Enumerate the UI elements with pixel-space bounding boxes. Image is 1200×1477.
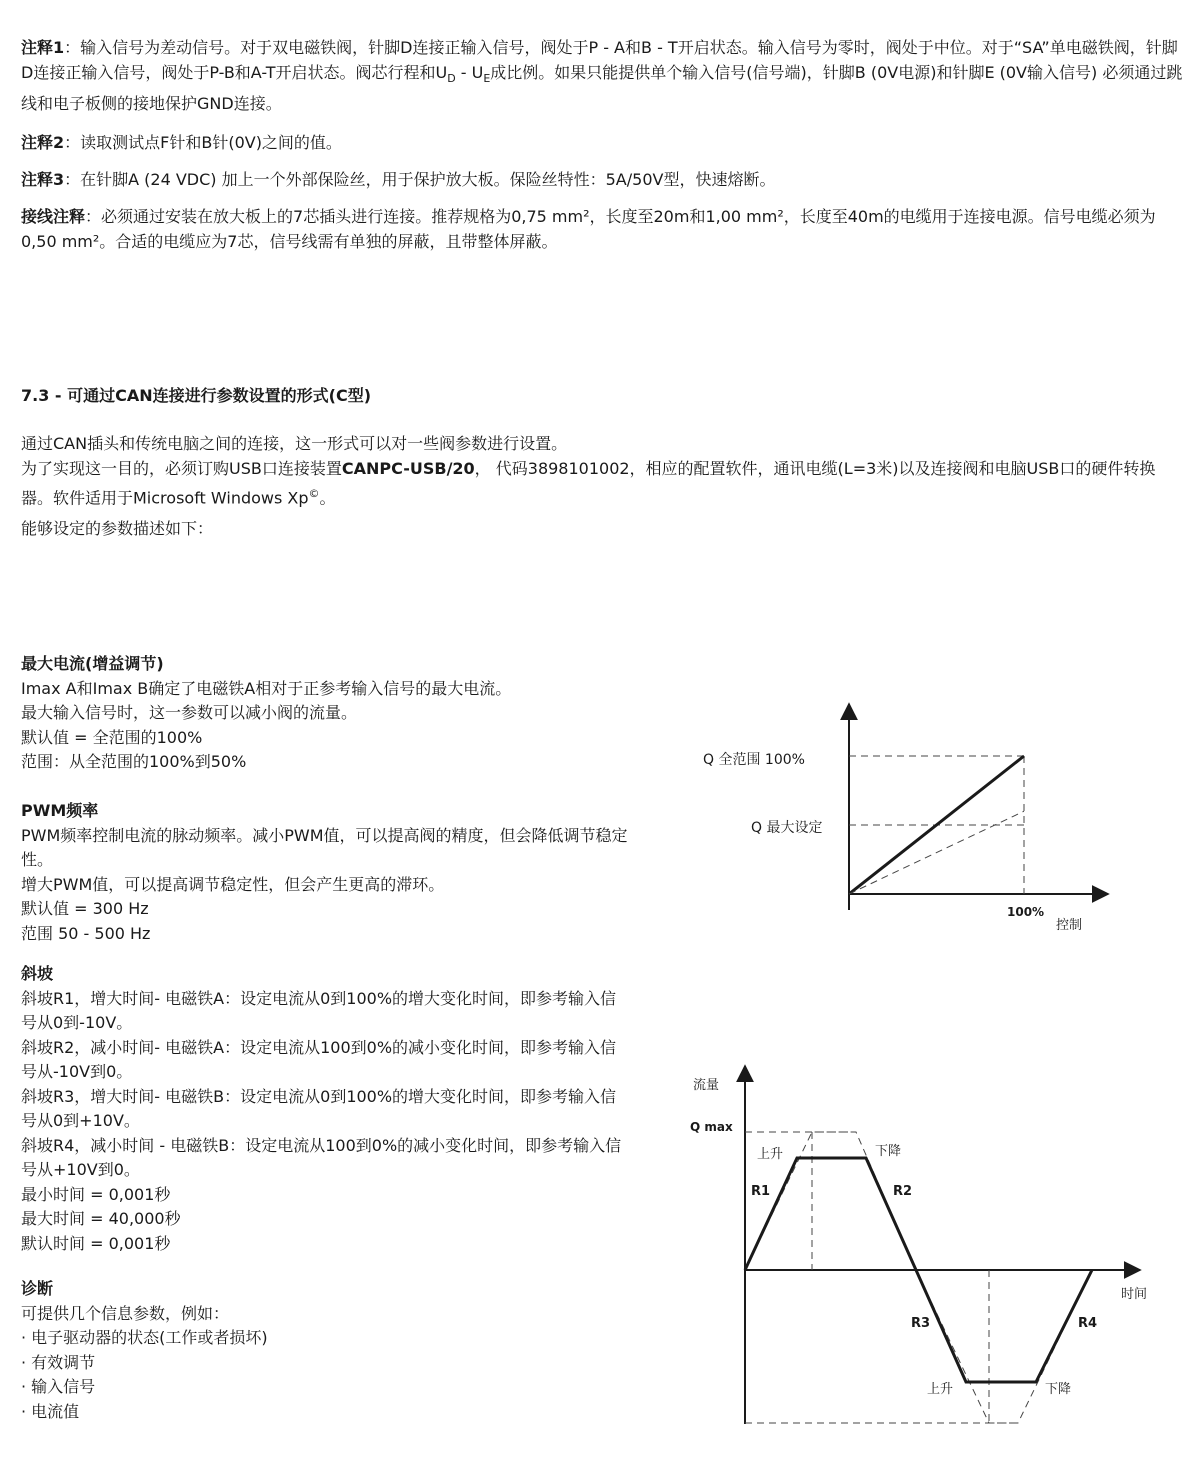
ramp-fall-bottom-label: 下降	[1045, 1382, 1072, 1397]
intro-line-1: 通过CAN插头和传统电脑之间的连接，这一形式可以对一些阀参数进行设置。	[21, 434, 568, 453]
note-2-label: 注释2	[21, 133, 65, 152]
intro-2d: 。	[319, 488, 336, 508]
ramp-line: 斜坡R2，减小时间- 电磁铁A：设定电流从100到0%的减小变化时间，即参考输入信号从-10V到0。	[21, 1037, 617, 1081]
ramp-line: 最小时间 = 0,001秒	[21, 1184, 171, 1204]
diag-line: · 电子驱动器的状态(工作或者损坏)	[21, 1328, 268, 1347]
gain-x-tick-100: 100%	[1007, 905, 1045, 919]
param-diagnostics	[21, 1277, 631, 1424]
max-current-line: Imax A和Imax B确定了电磁铁A相对于正参考输入信号的最大电流。	[21, 678, 512, 698]
note-1-label: 注释1	[21, 38, 65, 57]
intro-line-2	[21, 456, 1186, 510]
note-1-text-a: ：输入信号为差动信号。对于双电磁铁阀，针脚D连接正输入信号，阀处于P - A和B - T开启状态。输入信号为零时，阀处于中位。对于“SA”单电磁铁阀，针脚D连接正输入信号，阀处于P-B和A-T开启状态。阀芯行程和U	[21, 38, 1178, 82]
note-3	[21, 167, 1186, 192]
ramp-label-r2: R2	[893, 1184, 913, 1199]
ramp-bottom-dashed-profile	[916, 1270, 1092, 1423]
ramp-chart	[680, 1062, 1160, 1437]
ramp-rise-bottom-label: 上升	[927, 1382, 954, 1397]
gain-label-full: Q 全范围 100%	[703, 752, 805, 768]
ramp-line: 最大时间 = 40,000秒	[21, 1209, 181, 1228]
note-1-text-mid: - U	[455, 63, 484, 82]
intro-line-3: 能够设定的参数描述如下：	[21, 519, 214, 538]
ramp-label-r3: R3	[911, 1316, 931, 1331]
diag-line: · 电流值	[21, 1401, 80, 1421]
intro-copyright: ©	[308, 487, 320, 500]
param-ramp	[21, 962, 631, 1256]
max-current-line: 最大输入信号时，这一参数可以减小阀的流量。	[21, 703, 358, 722]
pwm-line: 默认值 = 300 Hz	[21, 899, 149, 918]
ramp-heading: 斜坡	[21, 964, 54, 983]
ramp-line: 默认时间 = 0,001秒	[21, 1233, 171, 1253]
section-intro	[21, 431, 1186, 510]
pwm-heading: PWM频率	[21, 801, 99, 820]
ramp-fall-top-label: 下降	[875, 1144, 902, 1159]
intro-2c: ， 代码3898101002，相应的配置软件，通讯电缆(L=3米)以及连接阀和电脑USB口的硬件转换器。软件适用于Microsoft Windows Xp	[21, 459, 1156, 508]
section-title: 7.3 - 可通过CAN连接进行参数设置的形式(C型)	[21, 386, 372, 405]
diag-line: · 输入信号	[21, 1377, 96, 1396]
ramp-line: 斜坡R1，增大时间- 电磁铁A：设定电流从0到100%的增大变化时间，即参考输入信号从0到-10V。	[21, 988, 617, 1032]
pwm-line: 增大PWM值，可以提高调节稳定性，但会产生更高的滞环。	[21, 874, 445, 894]
note-1	[21, 35, 1186, 116]
pwm-line: 范围 50 - 500 Hz	[21, 923, 151, 943]
max-current-line: 范围：从全范围的100%到50%	[21, 752, 247, 771]
note-3-label: 注释3	[21, 170, 65, 189]
ramp-line: 斜坡R4，减小时间 - 电磁铁B：设定电流从100到0%的减小变化时间，即参考输入信号从+10V到0。	[21, 1135, 622, 1179]
diag-line: 可提供几个信息参数，例如：	[21, 1303, 230, 1323]
note-1-text-b: 成比例。如果只能提供单个输入信号(信号端)，针脚B (0V电源)和针脚E (0V输入信号) 必须通过跳线和电子板侧的接地保护GND连接。	[21, 63, 1183, 114]
note-1-sub-d: D	[447, 72, 456, 86]
note-3-text: ：在针脚A (24 VDC) 加上一个外部保险丝，用于保护放大板。保险丝特性：5A/50V型，快速熔断。	[64, 170, 776, 189]
ramp-y-axis-label: 流量	[693, 1078, 720, 1093]
note-2	[21, 130, 1186, 155]
intro-2a: 为了实现这一目的，必须订购USB口连接装置	[21, 459, 342, 478]
ramp-label-r4: R4	[1078, 1316, 1098, 1331]
note-2-text: ：读取测试点F针和B针(0V)之间的值。	[64, 133, 342, 152]
max-current-line: 默认值 = 全范围的100%	[21, 727, 203, 747]
note-wiring-label: 接线注释	[21, 207, 86, 226]
note-wiring	[21, 204, 1186, 254]
diag-line: · 有效调节	[21, 1352, 96, 1372]
ramp-qmax-label: Q max	[690, 1120, 733, 1134]
gain-label-max-set: Q 最大设定	[751, 820, 823, 836]
ramp-rise-top-label: 上升	[757, 1147, 784, 1162]
note-wiring-text: ：必须通过安装在放大板上的7芯插头进行连接。推荐规格为0,75 mm²，长度至20m和1,00 mm²，长度至40m的电缆用于连接电源。信号电缆必须为0,50 mm²。合适的电缆应为7芯，信号线需有单独的屏蔽，且带整体屏蔽。	[21, 207, 1156, 251]
param-max-current	[21, 652, 631, 775]
gain-x-axis-label: 控制	[1056, 918, 1083, 933]
gain-chart	[680, 690, 1120, 950]
ramp-label-r1: R1	[751, 1184, 771, 1199]
pwm-line: PWM频率控制电流的脉动频率。减小PWM值，可以提高阀的精度，但会降低调节稳定性。	[21, 825, 628, 869]
note-1-sub-e: E	[483, 72, 491, 86]
param-pwm	[21, 799, 631, 946]
max-current-heading: 最大电流(增益调节)	[21, 654, 164, 673]
diag-heading: 诊断	[21, 1279, 54, 1298]
ramp-line: 斜坡R3，增大时间- 电磁铁B：设定电流从0到100%的增大变化时间，即参考输入信号从0到+10V。	[21, 1086, 617, 1130]
intro-product-code: CANPC-USB/20	[341, 459, 475, 478]
ramp-x-axis-label: 时间	[1121, 1287, 1148, 1302]
